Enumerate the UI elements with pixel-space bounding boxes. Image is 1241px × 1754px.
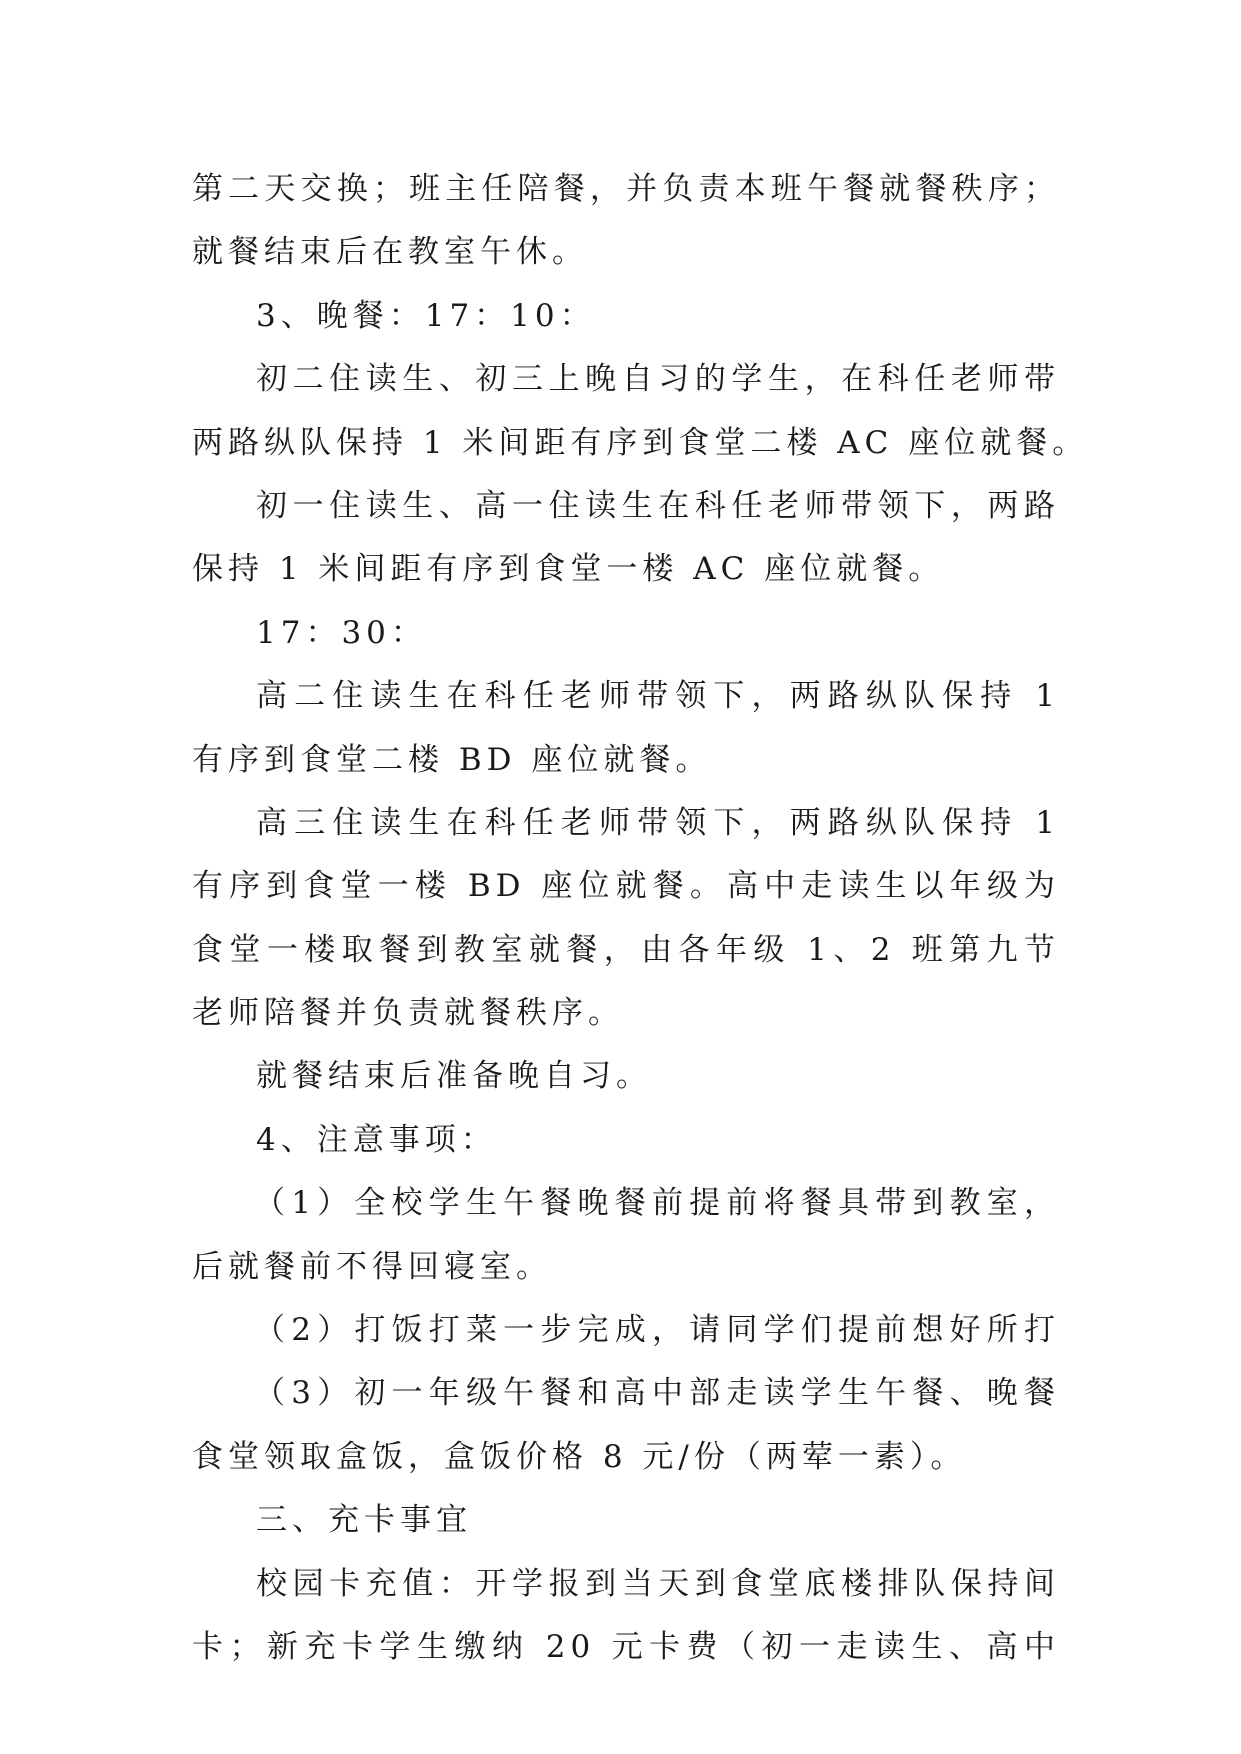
text-line: 高二住读生在科任老师带领下，两路纵队保持 1 xyxy=(256,678,1060,715)
text-line: 有序到食堂一楼 BD 座位就餐。高中走读生以年级为 xyxy=(192,868,1060,905)
text-line: 两路纵队保持 1 米间距有序到食堂二楼 AC 座位就餐。 xyxy=(192,424,1089,461)
section-heading-card: 三、充卡事宜 xyxy=(256,1502,472,1539)
text-line: 后就餐前不得回寝室。 xyxy=(192,1248,552,1285)
section-heading-notes: 4、注意事项： xyxy=(256,1121,497,1158)
text-line: （2）打饭打菜一步完成，请同学们提前想好所打 xyxy=(254,1312,1060,1349)
text-line: 就餐结束后在教室午休。 xyxy=(192,234,588,271)
text-line: 高三住读生在科任老师带领下，两路纵队保持 1 xyxy=(256,804,1060,841)
text-line: 第二天交换；班主任陪餐，并负责本班午餐就餐秩序； xyxy=(192,171,1060,207)
section-heading-dinner: 3、晚餐：17：10： xyxy=(256,297,596,334)
text-line: 食堂领取盒饭，盒饭价格 8 元/份（两荤一素）。 xyxy=(192,1438,967,1475)
text-line: （1）全校学生午餐晚餐前提前将餐具带到教室， xyxy=(254,1185,1060,1222)
text-line: 老师陪餐并负责就餐秩序。 xyxy=(192,995,624,1032)
body-text xyxy=(192,158,1089,1679)
text-line: 初一住读生、高一住读生在科任老师带领下，两路 xyxy=(256,487,1060,524)
text-line: 保持 1 米间距有序到食堂一楼 AC 座位就餐。 xyxy=(192,551,945,588)
text-line: 卡；新充卡学生缴纳 20 元卡费（初一走读生、高中 xyxy=(192,1628,1060,1665)
time-heading: 17：30： xyxy=(256,614,427,651)
text-line: 校园卡充值：开学报到当天到食堂底楼排队保持间 xyxy=(256,1565,1060,1602)
text-line: 就餐结束后准备晚自习。 xyxy=(256,1058,652,1095)
text-line: 有序到食堂二楼 BD 座位就餐。 xyxy=(192,741,712,778)
text-line: 初二住读生、初三上晚自习的学生，在科任老师带 xyxy=(256,361,1060,398)
text-line: 食堂一楼取餐到教室就餐，由各年级 1、2 班第九节 xyxy=(192,931,1060,968)
text-line: （3）初一年级午餐和高中部走读学生午餐、晚餐 xyxy=(254,1375,1060,1412)
